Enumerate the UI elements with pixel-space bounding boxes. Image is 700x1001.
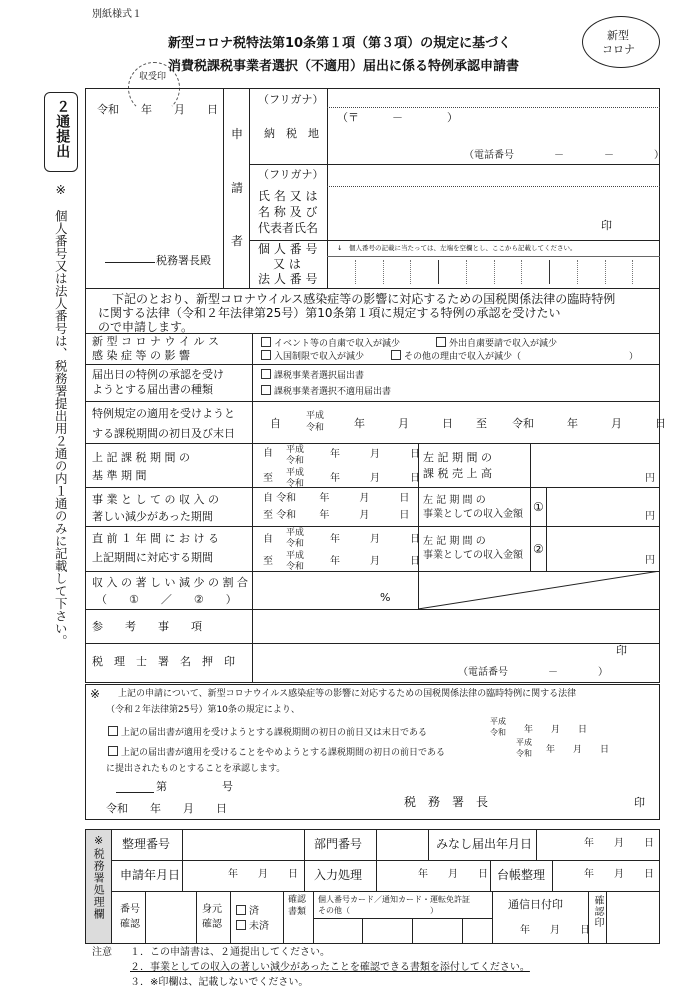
approval-option2[interactable]: 上記の届出書が適用を受けることをやめようとする課税期間の初日の前日である [108, 746, 445, 758]
ratio-label1: 収 入 の 著 し い 減 少 の 割 合 [92, 576, 248, 589]
shinsei-label: 申請年月日 [120, 868, 181, 882]
impact-option-other[interactable]: その他の理由で収入が減少（ ） [391, 350, 638, 362]
approval-option1[interactable]: 上記の届出書が適用を受けようとする課税期間の初日の前日又は末日である [108, 726, 427, 738]
number-label-1: 個 人 番 号 [258, 242, 318, 256]
checkbox-icon[interactable] [236, 920, 246, 930]
decline-to[interactable]: 至 令和 年 月 日 [263, 510, 410, 521]
checkbox-icon[interactable] [436, 337, 446, 347]
seiri-label: 整理番号 [122, 837, 171, 851]
approval-date: 令和 年 月 日 [106, 802, 227, 815]
prev-to-date[interactable]: 年 月 日 [330, 556, 420, 567]
circle-two: ② [533, 542, 544, 556]
number-label-2: 又 は [273, 257, 301, 271]
base-label2: 基 準 期 間 [92, 469, 147, 482]
base-from-reiwa: 令和 [286, 456, 305, 466]
type-label2: ようとする届出書の種類 [92, 383, 213, 396]
sales-label1: 左 記 期 間 の [423, 451, 492, 464]
base-from: 自 [263, 448, 273, 459]
form-title-line1: 新型コロナ税特法第10条第１項（第３項）の規定に基づく [168, 36, 512, 51]
checkbox-icon[interactable] [261, 385, 271, 395]
ratio-diagonal [418, 571, 660, 609]
kakunin-label2: 書類 [288, 907, 307, 917]
approval-opt1-heisei: 平成 [490, 717, 506, 726]
note-1: １．この申請書は、２通提出してください。 [130, 947, 330, 958]
tax-accountant-phone[interactable]: （電話番号 － ） [458, 667, 608, 678]
tsushin-date[interactable]: 年 月 日 [520, 925, 590, 936]
checkbox-icon[interactable] [261, 337, 271, 347]
decline-label1: 事 業 と し て の 収 入 の [92, 493, 219, 506]
prev-label1: 直 前 １ 年 間 に お け る [92, 532, 219, 545]
bango-label2: 確認 [120, 919, 140, 930]
checkbox-icon[interactable] [261, 369, 271, 379]
receipt-stamp-label: 収受印 [139, 72, 167, 82]
bumon-label: 部門番号 [314, 837, 363, 851]
income2-label1: 左 記 期 間 の [423, 536, 486, 547]
bango-label1: 番号 [120, 904, 140, 915]
digit-divider [494, 260, 495, 284]
period-label1: 特例規定の適用を受けようと [92, 407, 235, 420]
approval-line2: （令和２年法律第25号）第10条の規定により、 [106, 705, 300, 715]
furigana-label-1: （フリガナ） [258, 93, 324, 106]
sales-label2: 課 税 売 上 高 [423, 467, 492, 480]
intro-line3: ので申請します。 [98, 320, 194, 334]
copies-badge [44, 92, 78, 172]
checkbox-icon[interactable] [108, 726, 118, 736]
prev-to: 至 [263, 556, 273, 567]
income2-yen: 円 [645, 555, 655, 566]
impact-option-entry[interactable]: 入国制限で収入が減少 [261, 350, 364, 362]
base-from-date[interactable]: 年 月 日 [330, 449, 420, 460]
prev-to-heisei: 平成 [286, 551, 305, 561]
sales-yen: 円 [645, 473, 655, 484]
badge-line2: コロナ [602, 43, 635, 56]
ratio-percent: % [380, 591, 391, 604]
approval-opt2-heisei: 平成 [516, 738, 532, 747]
income-label2: 事業としての収入金額 [423, 509, 523, 520]
covid-badge [582, 16, 660, 68]
base-to: 至 [263, 473, 273, 484]
prev-label2: 上記期間に対応する期間 [92, 551, 213, 564]
approval-opt1-date[interactable]: 年 月 日 [524, 725, 588, 735]
mimoto-label2: 確認 [202, 919, 222, 930]
note-3: ３．※印欄は、記載しないでください。 [130, 977, 309, 988]
tax-accountant-label: 税 理 士 署 名 押 印 [92, 655, 235, 668]
nyuryoku-date[interactable]: 年 月 日 [418, 869, 488, 880]
base-to-heisei: 平成 [286, 468, 305, 478]
approval-opt1-reiwa: 令和 [490, 728, 506, 737]
approval-line1: 上記の申請について、新型コロナウイルス感染症等の影響に対応するための国税関係法律の臨時特例に関する法律 [118, 689, 577, 699]
prev-from-date[interactable]: 年 月 日 [330, 534, 420, 545]
number-digit-cells[interactable] [327, 256, 660, 288]
digit-divider [521, 260, 522, 284]
period-from: 自 [270, 417, 281, 430]
copies-text: ２通提出 [54, 99, 71, 159]
digit-divider [632, 260, 633, 284]
digit-divider [355, 260, 356, 284]
approval-number: 第 号 [156, 780, 233, 793]
kakunin-label1: 確認 [288, 895, 307, 905]
tax-office-addressee: 税務署長殿 [156, 254, 211, 267]
base-from-heisei: 平成 [286, 445, 305, 455]
approval-line3: に提出されたものとすることを承認します。 [106, 764, 286, 774]
impact-option-event[interactable]: イベント等の自粛で収入が減少 [261, 337, 400, 349]
minashi-label: みなし届出年月日 [436, 837, 533, 851]
period-era-reiwa: 令和 [306, 423, 325, 433]
name-label-1: 氏 名 又 は [258, 189, 318, 203]
ratio-label2: （ ① ／ ② ） [96, 593, 237, 606]
doc-option1: 個人番号カード／通知カード・運転免許証 [318, 895, 470, 904]
prev-from: 自 [263, 534, 273, 545]
number-label-3: 法 人 番 号 [258, 272, 318, 286]
prev-from-reiwa: 令和 [286, 539, 305, 549]
mimoto-label1: 身元 [202, 904, 222, 915]
misumi-option[interactable]: 未済 [236, 920, 269, 932]
approval-opt2-date[interactable]: 年 月 日 [546, 745, 610, 755]
digit-divider [577, 260, 578, 284]
period-era-heisei: 平成 [306, 411, 325, 421]
digit-divider [410, 260, 411, 284]
tsushin-label: 通信日付印 [508, 898, 563, 911]
applicant-label-3: 者 [231, 234, 244, 248]
application-date[interactable]: 令和 年 月 日 [97, 103, 218, 116]
approval-opt2-reiwa: 令和 [516, 749, 532, 758]
decline-from[interactable]: 自 令和 年 月 日 [263, 493, 410, 504]
number-note: ※ 個人番号又は法人番号は、税務署提出用２通の内１通のみに記載して下さい。 [53, 182, 69, 647]
reference-label: 参 考 事 項 [92, 620, 202, 633]
address-phone[interactable]: （電話番号 － － ） [464, 150, 664, 161]
base-label1: 上 記 課 税 期 間 の [92, 451, 190, 464]
doc-option2: その他（ ） [318, 906, 438, 915]
badge-line1: 新型 [607, 29, 629, 42]
office-name-line [105, 262, 155, 263]
prev-from-heisei: 平成 [286, 528, 305, 538]
checkbox-icon[interactable] [108, 746, 118, 756]
period-end-date[interactable]: 令和 年 月 日 [512, 417, 666, 430]
daicho-label: 台帳整理 [497, 868, 546, 882]
checkbox-icon[interactable] [391, 350, 401, 360]
type-label1: 届出日の特例の承認を受け [92, 368, 224, 381]
shinsei-date[interactable]: 年 月 日 [228, 869, 298, 880]
notes-label: 注意 [92, 947, 112, 958]
name-label-2: 名 称 及 び [258, 205, 318, 219]
period-to: 至 [476, 417, 487, 430]
address-label: 納 税 地 [264, 127, 319, 140]
approval-office: 税 務 署 長 [404, 795, 489, 809]
sumi-option[interactable]: 済 [236, 905, 259, 917]
impact-option-outing[interactable]: 外出自粛要請で収入が減少 [436, 337, 557, 349]
period-label2: する課税期間の初日及び末日 [92, 427, 235, 440]
checkbox-icon[interactable] [236, 905, 246, 915]
income-label1: 左 記 期 間 の [423, 495, 486, 506]
name-label-3: 代表者氏名 [258, 221, 319, 235]
prev-to-reiwa: 令和 [286, 562, 305, 572]
postal-code[interactable]: （〒 － ） [337, 111, 458, 124]
form-title-line2: 消費税課税事業者選択（不適用）届出に係る特例承認申請書 [168, 59, 520, 74]
applicant-label-1: 申 [231, 127, 244, 141]
number-note-small: ↓ 個人番号の記載に当たっては、左端を空欄とし、ここから記載してください。 [337, 244, 577, 252]
type-option-selection[interactable]: 課税事業者選択届出書 [261, 369, 364, 381]
impact-label1: 新 型 コ ロ ナ ウ イ ル ス [92, 335, 219, 348]
kakunin-in-label: 確認印 [592, 895, 603, 928]
furigana-label-2: （フリガナ） [258, 168, 324, 181]
approval-seal: 印 [634, 796, 645, 809]
base-to-date[interactable]: 年 月 日 [330, 473, 420, 484]
intro-line2: に関する法律（令和２年法律第25号）第10条第１項に規定する特例の承認を受けたい [98, 306, 561, 320]
period-start-date[interactable]: 年 月 日 [354, 417, 453, 430]
income2-label2: 事業としての収入金額 [423, 550, 523, 561]
type-option-withdrawal[interactable]: 課税事業者選択不適用届出書 [261, 385, 391, 397]
intro-line1: 下記のとおり、新型コロナウイルス感染症等の影響に対応するための国税関係法律の臨時特例 [112, 292, 616, 306]
digit-divider [438, 260, 439, 284]
circle-one: ① [533, 500, 544, 514]
digit-divider [466, 260, 467, 284]
decline-label2: 著しい減少があった期間 [92, 510, 213, 523]
checkbox-icon[interactable] [261, 350, 271, 360]
digit-divider [549, 260, 550, 284]
nyuryoku-label: 入力処理 [314, 868, 363, 882]
impact-label2: 感 染 症 等 の 影 響 [92, 349, 190, 362]
approval-mark: ※ [90, 687, 101, 701]
income1-yen: 円 [645, 511, 655, 522]
tax-accountant-seal: 印 [616, 644, 627, 657]
note-2: ２．事業としての収入の著しい減少があったことを確認できる書類を添付してください。 [130, 962, 530, 973]
name-seal: 印 [601, 219, 612, 232]
daicho-date[interactable]: 年 月 日 [584, 869, 654, 880]
base-to-reiwa: 令和 [286, 479, 305, 489]
office-use-label: ※税務署処理欄 [92, 834, 106, 920]
digit-divider [383, 260, 384, 284]
applicant-label-2: 請 [231, 181, 244, 195]
minashi-date[interactable]: 年 月 日 [584, 838, 654, 849]
form-number: 別紙様式１ [92, 9, 142, 20]
digit-divider [605, 260, 606, 284]
